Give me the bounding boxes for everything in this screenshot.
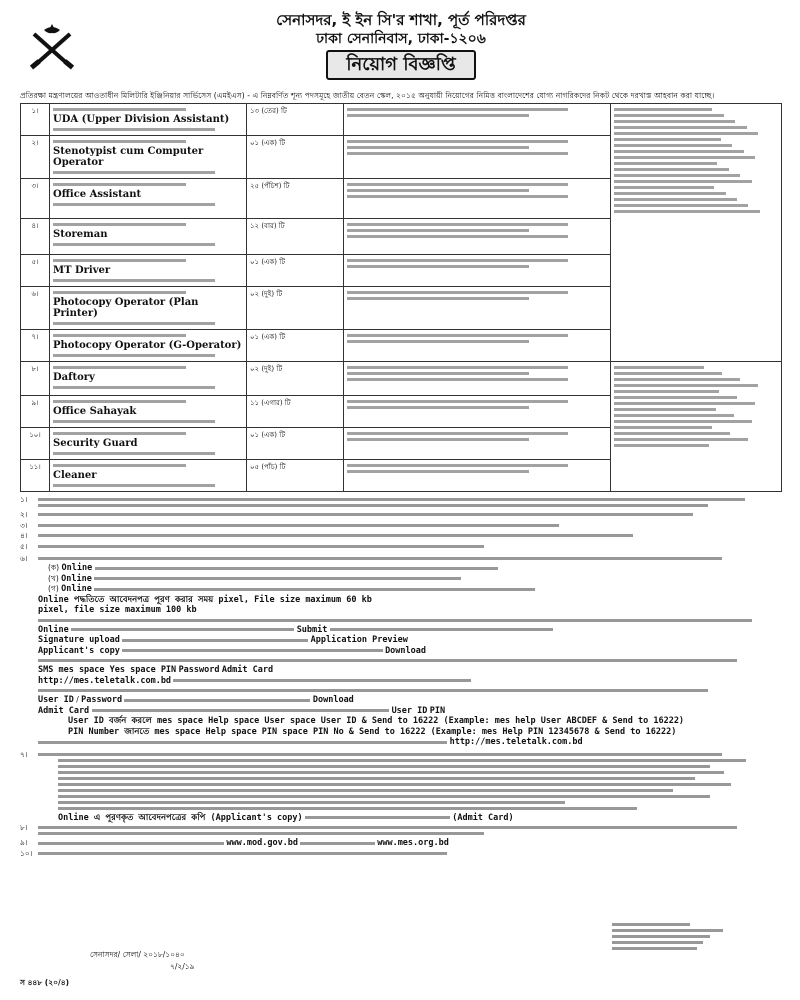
memo-number: সেনাসদর/ সেলা/ ২০১৮/১০৪০ [90, 950, 185, 959]
quota-cell [611, 104, 782, 362]
post-title: Storeman [53, 229, 108, 240]
signature-block [612, 920, 742, 953]
sms-example-user-id: User ID বর্জন করলে mes space Help space User space User ID & Send to 16222 (Example: mes help User ABCDEF & Send to 16222) [68, 716, 685, 726]
post-qualification [344, 104, 611, 136]
post-qualification [344, 136, 611, 179]
post-title: UDA (Upper Division Assistant) [53, 114, 230, 125]
posts-table [20, 103, 782, 492]
notice-header [20, 10, 782, 88]
post-number: ৪। [21, 219, 50, 255]
post-qualification [344, 396, 611, 428]
submit-term: Submit [296, 624, 328, 635]
post-title: Office Sahayak [53, 406, 137, 417]
post-title: Security Guard [53, 438, 138, 449]
post-qualification [344, 330, 611, 362]
memo-date: ৭/২/১৯ [170, 962, 195, 971]
post-count: ০২ (দুই) টি [247, 362, 344, 396]
website-link[interactable]: www.mod.gov.bd [226, 838, 299, 848]
post-number: ৩। [21, 179, 50, 219]
pin-term: PIN [429, 705, 446, 716]
signature-size-line: pixel, file size maximum 100 kb [38, 605, 197, 615]
memo-block [90, 950, 195, 974]
notice-title: নিয়োগ বিজ্ঞপ্তি [326, 50, 475, 80]
post-number: ৫। [21, 255, 50, 287]
post-qualification [344, 179, 611, 219]
post-count: ০৫ (পাঁচ) টি [247, 460, 344, 492]
post-title: Stenotypist cum Computer Operator [53, 146, 204, 168]
table-row [21, 104, 782, 136]
post-count: ১২ (বার) টি [247, 219, 344, 255]
photo-size-line: Online পদ্ধতিতে আবেদনপত্র পূরণ করার সময় pixel, File size maximum 60 kb [38, 594, 372, 605]
terms-section: ১। ২। ৩। ৪। ৫। ৬। (ক) Online (খ) Online (গ) Online Online পদ্ধতিতে আবেদনপত্র পূরণ করার সময় pixel, File size maximum 60 kb pixel, file size maximum 100 kb Online Submit Signature upload Application Preview Applicant's copy Download SMS mes space Yes space PIN Password Admit Card http://mes.teletalk.com.bd User ID / Password Download Admit Card User ID PIN User ID বর্জন করলে mes space Help space User space User ID & Send to 16222 (Example: mes help User ABCDEF & Send to 16222) PIN Number জানতে mes space Help space PIN space PIN No & Send to 16222 (Example: mes Help PIN 12345678 & Send to 16222) http://mes.teletalk.com.bd ৭। Online এ পূরণকৃত আবেদনপত্রের কপি (Applicant's copy) (Admit Card) ৮। ৯। www.mod.gov.bd www.mes.org.bd ১০। [20, 495, 782, 859]
post-title-cell [50, 136, 247, 179]
post-count: ০১ (এক) টি [247, 428, 344, 460]
post-count: ০১ (এক) টি [247, 255, 344, 287]
post-count: ১১ (এগার) টি [247, 396, 344, 428]
post-title-cell [50, 330, 247, 362]
post-title: Cleaner [53, 470, 97, 481]
post-title-cell [50, 179, 247, 219]
admit-card-line: (Admit Card) [452, 812, 514, 823]
table-row [21, 362, 782, 396]
post-title: MT Driver [53, 265, 111, 276]
online-term-4: Online [38, 624, 69, 635]
post-title-cell [50, 428, 247, 460]
post-count: ০১ (এক) টি [247, 330, 344, 362]
password-term: Password [178, 665, 220, 675]
post-number: ৭। [21, 330, 50, 362]
post-title-cell [50, 219, 247, 255]
download-term: Download [385, 645, 427, 656]
post-count: ২৫ (পঁচিশ) টি [247, 179, 344, 219]
sms-format: SMS mes space Yes space PIN [38, 665, 177, 675]
address-line: ঢাকা সেনানিবাস, ঢাকা-১২০৬ [316, 31, 486, 47]
post-number: ১০। [21, 428, 50, 460]
post-title-cell [50, 255, 247, 287]
post-title-cell [50, 460, 247, 492]
online-term-3: Online [61, 584, 92, 594]
post-title-cell [50, 104, 247, 136]
post-title-cell [50, 396, 247, 428]
online-term-1: Online [61, 563, 93, 573]
post-qualification [344, 428, 611, 460]
post-count: ১৩ (তের) টি [247, 104, 344, 136]
notice-footer [20, 920, 782, 990]
post-title-cell [50, 362, 247, 396]
post-number: ২। [21, 136, 50, 179]
teletalk-url-2[interactable]: http://mes.teletalk.com.bd [449, 737, 583, 747]
post-title: Office Assistant [53, 189, 142, 200]
post-qualification [344, 362, 611, 396]
quota-cell-2 [611, 362, 782, 492]
post-title: Daftory [53, 372, 95, 383]
post-title-cell [50, 287, 247, 330]
online-term-2: Online [61, 573, 92, 584]
application-preview-term: Application Preview [310, 635, 408, 645]
user-id-term: User ID [38, 695, 74, 705]
applicants-copy-term: Applicant's copy [38, 645, 120, 656]
user-id-term-2: User ID [391, 705, 428, 716]
post-number: ৮। [21, 362, 50, 396]
password-term-2: Password [81, 695, 123, 705]
applicants-copy-line: Online এ পূরণকৃত আবেদনপত্রের কপি (Applicant's copy) [58, 812, 303, 823]
intro-paragraph: প্রতিরক্ষা মন্ত্রণালয়ের আওতাধীন মিলিটারি ইঞ্জিনিয়ার সার্ভিসেস (এমইএস) - এ নিম্নবর্ণিত শূন্য পদসমূহে জাতীয় বেতন স্কেল, ২০১৫ অনুযায়ী নিয়োগের নিমিত্ত বাংলাদেশের যোগ্য নাগরিকদের নিকট থেকে দরখাস্ত আহবান করা যাচ্ছে। [20, 91, 715, 100]
govt-ad-code: স ৪৪৮ (২০/৪) [20, 978, 69, 987]
download-term-2: Download [312, 695, 354, 705]
post-count: ০১ (এক) টি [247, 136, 344, 179]
admit-card-term-2: Admit Card [38, 705, 90, 716]
post-title: Photocopy Operator (Plan Printer) [53, 297, 199, 319]
post-count: ০২ (দুই) টি [247, 287, 344, 330]
post-qualification [344, 287, 611, 330]
post-qualification [344, 255, 611, 287]
signature-upload-term: Signature upload [38, 635, 120, 645]
office-line: সেনাসদর, ই ইন সি'র শাখা, পূর্ত পরিদপ্তর [276, 11, 526, 29]
post-number: ৯। [21, 396, 50, 428]
post-qualification [344, 219, 611, 255]
website-link-2[interactable]: www.mes.org.bd [377, 838, 449, 848]
army-crossed-swords-logo [26, 20, 78, 72]
post-title: Photocopy Operator (G-Operator) [53, 340, 242, 351]
post-number: ৬। [21, 287, 50, 330]
post-qualification [344, 460, 611, 492]
admit-card-term: Admit Card [221, 665, 274, 675]
notice-page [20, 4, 782, 996]
post-number: ১১। [21, 460, 50, 492]
sms-example-pin: PIN Number জানতে mes space Help space PIN space PIN No & Send to 16222 (Example: mes Help PIN 12345678 & Send to 16222) [68, 726, 677, 737]
post-number: ১। [21, 104, 50, 136]
teletalk-url-1[interactable]: http://mes.teletalk.com.bd [38, 675, 172, 686]
